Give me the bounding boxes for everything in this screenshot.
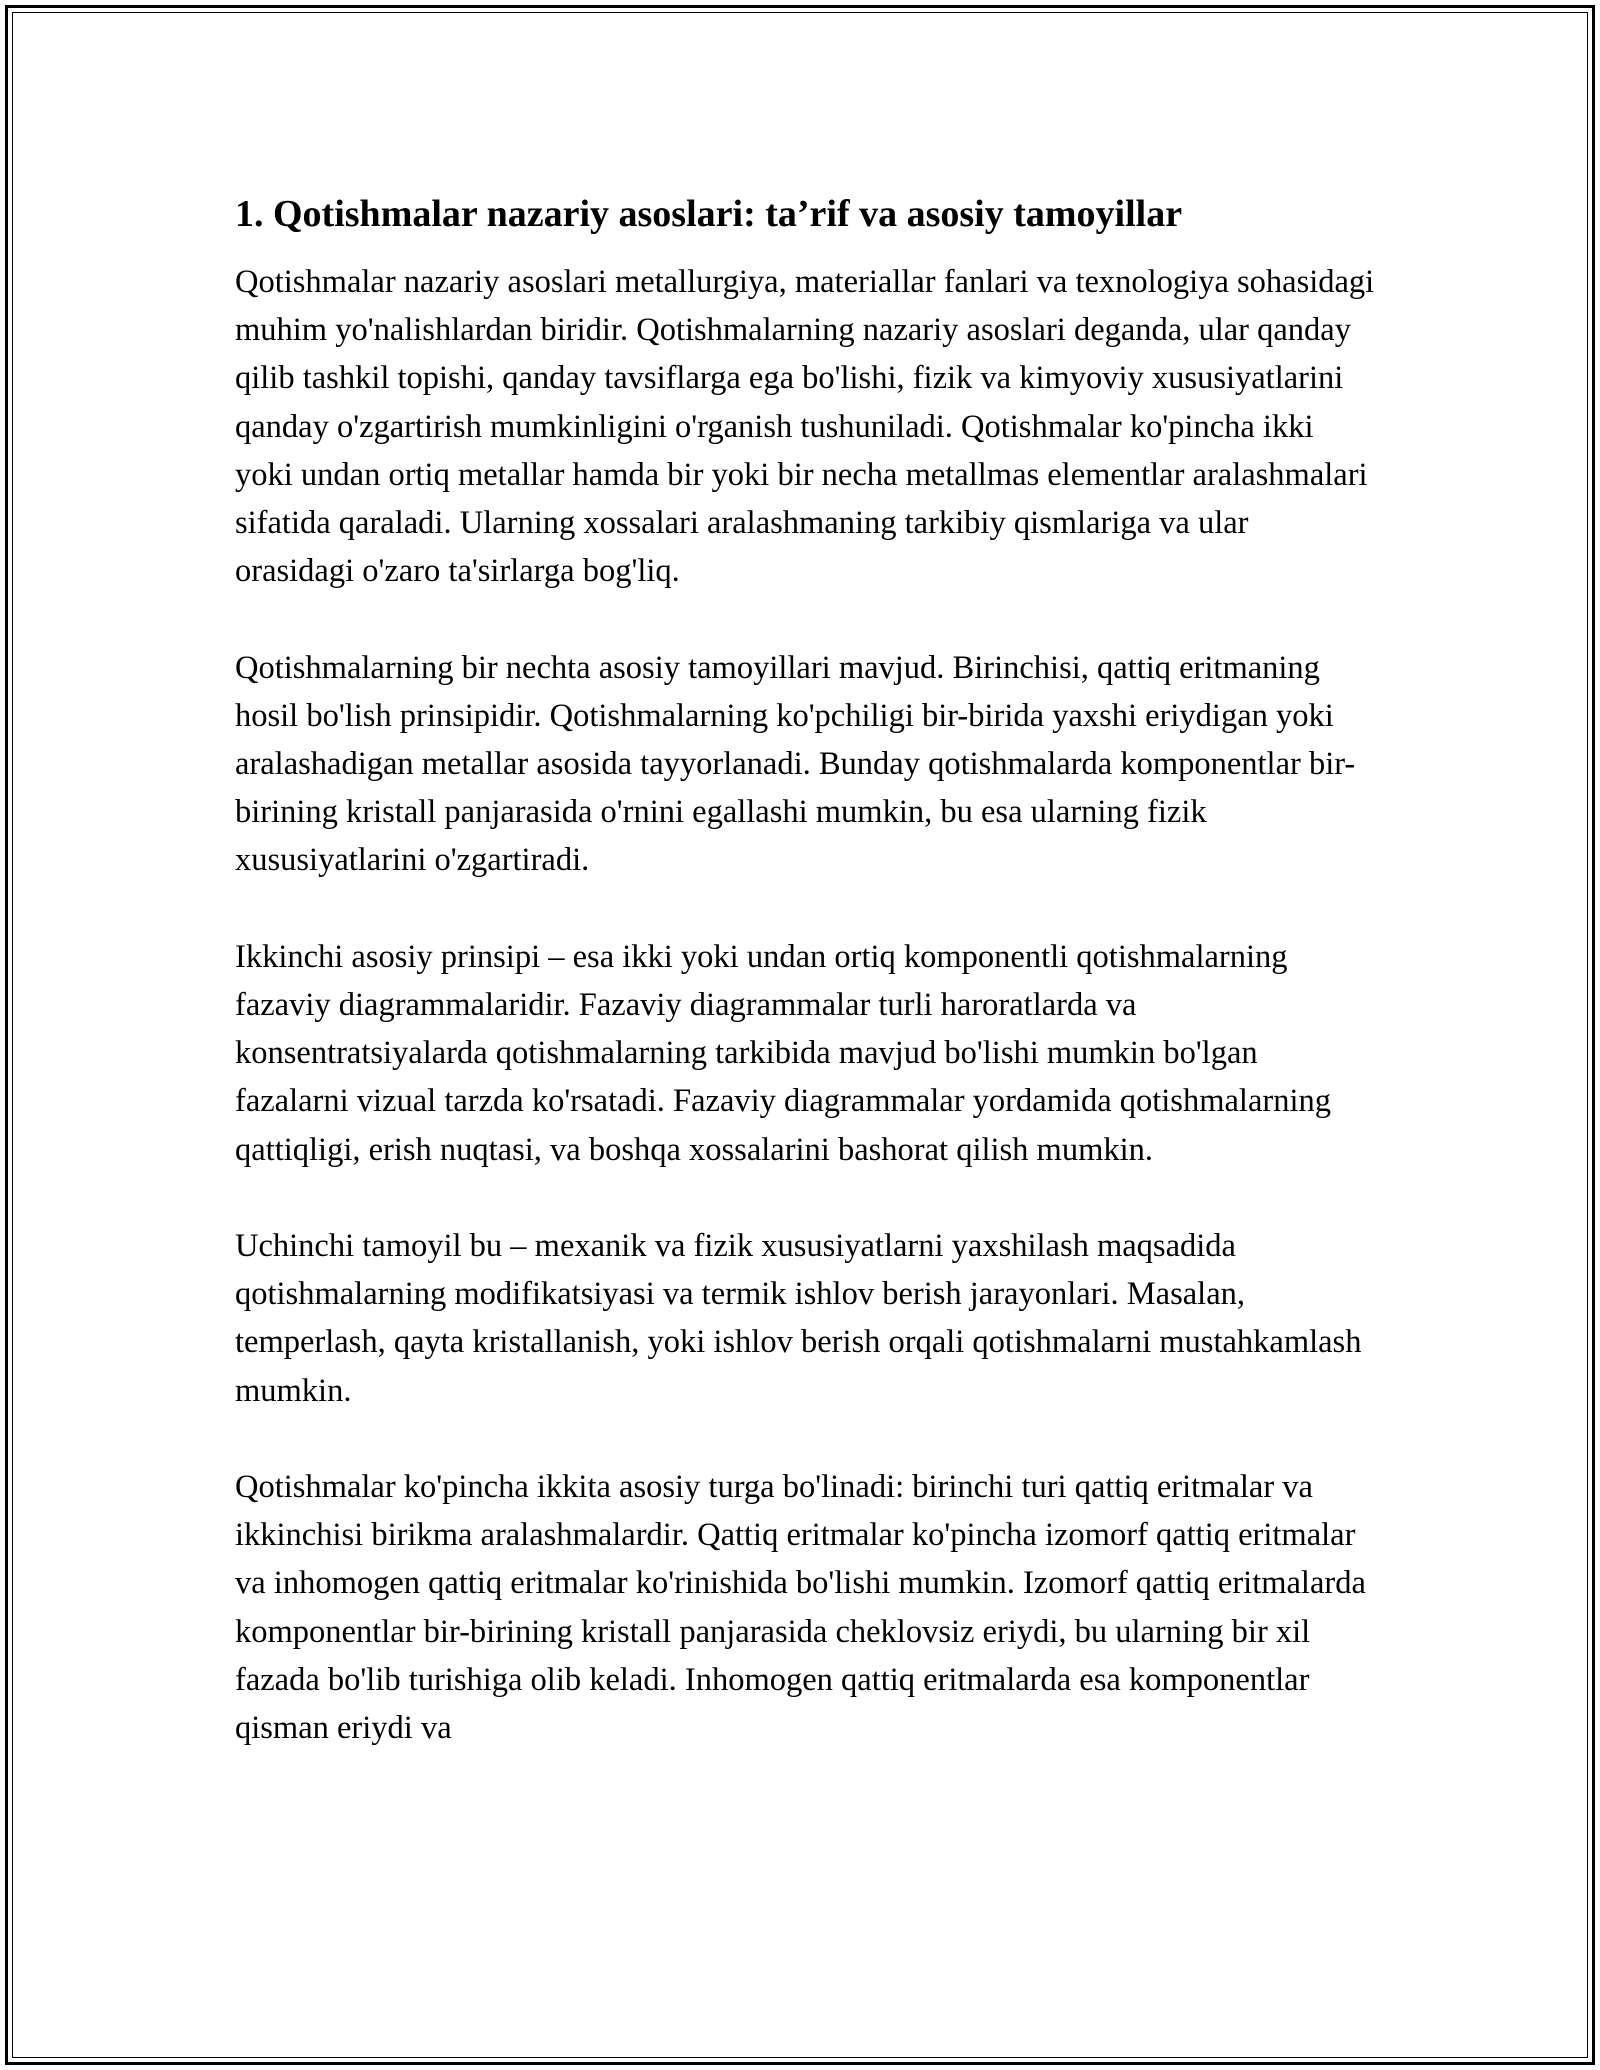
paragraph-5: Qotishmalar ko'pincha ikkita asosiy turga bo'linadi: birinchi turi qattiq eritmalar va ikkinchisi birikma aralashmalardir. Qattiq eritmalar ko'pincha izomorf qattiq eritmalar va inhomogen qattiq eritmalar ko'rinishida bo'lishi mumkin. Izomorf qattiq eritmalarda komponentlar bir-birining kristall panjarasida cheklovsiz eriydi, bu ularning bir xil fazada bo'lib turishiga olib keladi. Inhomogen qattiq eritmalarda esa komponentlar qisman eriydi va xyxy=(235,1469,1366,1747)
paragraph-3: Ikkinchi asosiy prinsipi – esa ikki yoki undan ortiq komponentli qotishmalarning fazaviy diagrammalaridir. Fazaviy diagrammalar turli haroratlarda va konsentratsiyalarda qotishmalarning tarkibida mavjud bo'lishi mumkin bo'lgan fazalarni vizual tarzda ko'rsatadi. Fazaviy diagrammalar yordamida qotishmalarning qattiqligi, erish nuqtasi, va boshqa xossalarini bashorat qilish mumkin. xyxy=(235,938,1331,1168)
paragraph-4: Uchinchi tamoyil bu – mexanik va fizik xususiyatlarni yaxshilash maqsadida qotishmalarning modifikatsiyasi va termik ishlov berish jarayonlari. Masalan, temperlash, qayta kristallanish, yoki ishlov berish orqali qotishmalarni mustahkamlash mumkin. xyxy=(235,1228,1362,1409)
paragraph-2: Qotishmalarning bir nechta asosiy tamoyillari mavjud. Birinchisi, qattiq eritmaning hosil bo'lish prinsipidir. Qotishmalarning ko'pchiligi bir-birida yaxshi eriydigan yoki aralashadigan metallar asosida tayyorlanadi. Bunday qotishmalarda komponentlar bir-birining kristall panjarasida o'rnini egallashi mumkin, bu esa ularning fizik xususiyatlarini o'zgartiradi. xyxy=(235,649,1356,879)
section-heading: 1. Qotishmalar nazariy asoslari: ta’rif va asosiy tamoyillar xyxy=(235,193,1183,235)
document-body xyxy=(235,190,1375,1752)
paragraph-1: Qotishmalar nazariy asoslari metallurgiya, materiallar fanlari va texnologiya sohasidagi muhim yo'nalishlardan biridir. Qotishmalarning nazariy asoslari deganda, ular qanday qilib tashkil topishi, qanday tavsiflarga ega bo'lishi, fizik va kimyoviy xususiyatlarini qanday o'zgartirish mumkinligini o'rganish tushuniladi. Qotishmalar ko'pincha ikki yoki undan ortiq metallar hamda bir yoki bir necha metallmas elementlar aralashmalari sifatida qaraladi. Ularning xossalari aralashmaning tarkibiy qismlariga va ular orasidagi o'zaro ta'sirlarga bog'liq. xyxy=(235,264,1375,590)
